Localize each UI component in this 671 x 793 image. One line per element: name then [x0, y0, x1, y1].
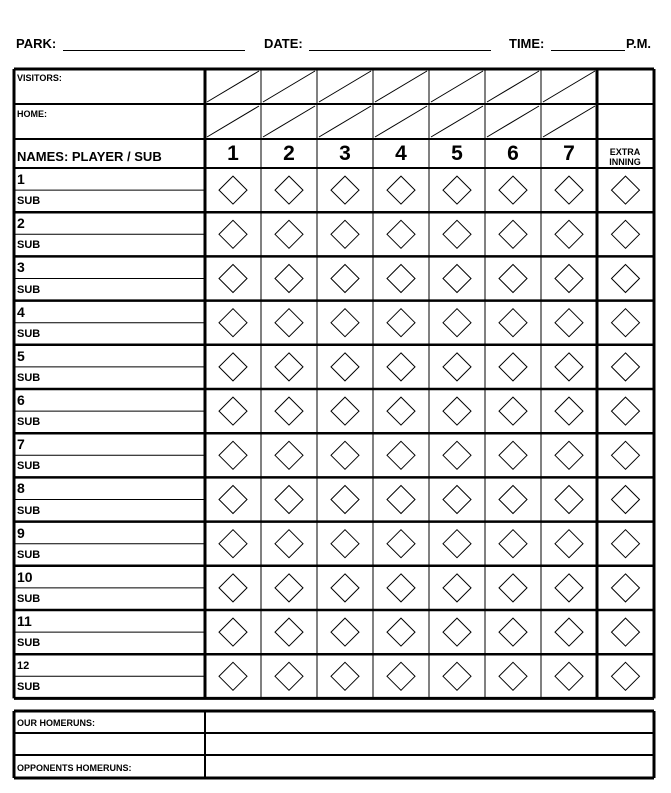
base-diamond[interactable] — [555, 397, 583, 425]
base-diamond[interactable] — [555, 176, 583, 204]
base-diamond[interactable] — [555, 530, 583, 558]
player-number[interactable]: 8 — [17, 480, 25, 497]
base-diamond[interactable] — [219, 353, 247, 381]
base-diamond[interactable] — [275, 265, 303, 293]
sub-label[interactable]: SUB — [17, 195, 41, 208]
base-diamond[interactable] — [555, 353, 583, 381]
base-diamond[interactable] — [612, 397, 640, 425]
park-label: PARK: — [16, 36, 57, 51]
base-diamond[interactable] — [555, 441, 583, 469]
inning-number-3: 3 — [339, 142, 351, 165]
score-box-diagonal — [487, 71, 539, 102]
base-diamond[interactable] — [387, 441, 415, 469]
base-diamond[interactable] — [219, 176, 247, 204]
base-diamond[interactable] — [275, 662, 303, 690]
base-diamond[interactable] — [387, 265, 415, 293]
base-diamond[interactable] — [219, 265, 247, 293]
base-diamond[interactable] — [443, 486, 471, 514]
base-diamond[interactable] — [387, 530, 415, 558]
sub-label[interactable]: SUB — [17, 592, 41, 605]
base-diamond[interactable] — [331, 530, 359, 558]
base-diamond[interactable] — [443, 662, 471, 690]
our-homeruns-label: OUR HOMERUNS: — [17, 718, 95, 728]
inning-number-5: 5 — [451, 142, 463, 165]
base-diamond[interactable] — [387, 309, 415, 337]
base-diamond[interactable] — [275, 441, 303, 469]
base-diamond[interactable] — [331, 574, 359, 602]
player-number[interactable]: 11 — [17, 613, 32, 629]
base-diamond[interactable] — [555, 662, 583, 690]
base-diamond[interactable] — [499, 309, 527, 337]
sub-label[interactable]: SUB — [17, 283, 41, 296]
extra-line-1: EXTRA — [609, 147, 641, 157]
player-number[interactable]: 2 — [17, 215, 25, 232]
base-diamond[interactable] — [275, 309, 303, 337]
score-box-diagonal — [431, 106, 483, 137]
sub-label[interactable]: SUB — [17, 371, 41, 384]
base-diamond[interactable] — [612, 574, 640, 602]
base-diamond[interactable] — [219, 486, 247, 514]
sub-label[interactable]: SUB — [17, 416, 41, 429]
inning-number-1: 1 — [227, 142, 239, 165]
base-diamond[interactable] — [275, 618, 303, 646]
base-diamond[interactable] — [275, 397, 303, 425]
base-diamond[interactable] — [219, 574, 247, 602]
base-diamond[interactable] — [499, 265, 527, 293]
base-diamond[interactable] — [387, 662, 415, 690]
extra-inning-label — [598, 147, 652, 167]
time-label: TIME: — [509, 36, 545, 51]
base-diamond[interactable] — [443, 574, 471, 602]
score-box-diagonal — [543, 106, 595, 137]
base-diamond[interactable] — [443, 441, 471, 469]
score-box-diagonal — [431, 71, 483, 102]
player-number[interactable]: 9 — [17, 524, 25, 541]
score-box-diagonal — [207, 106, 259, 137]
base-diamond[interactable] — [275, 353, 303, 381]
base-diamond[interactable] — [331, 220, 359, 248]
base-diamond[interactable] — [612, 441, 640, 469]
base-diamond[interactable] — [612, 265, 640, 293]
base-diamond[interactable] — [275, 574, 303, 602]
player-number[interactable]: 4 — [17, 303, 25, 320]
score-box-diagonal — [487, 106, 539, 137]
base-diamond[interactable] — [499, 530, 527, 558]
pm-label: P.M. — [626, 36, 652, 51]
opponents-homeruns-label: OPPONENTS HOMERUNS: — [17, 763, 132, 773]
base-diamond[interactable] — [443, 176, 471, 204]
score-box-diagonal — [375, 106, 427, 137]
base-diamond[interactable] — [219, 530, 247, 558]
base-diamond[interactable] — [331, 353, 359, 381]
home-label: HOME: — [17, 109, 47, 119]
base-diamond[interactable] — [387, 397, 415, 425]
base-diamond[interactable] — [612, 220, 640, 248]
score-box-diagonal — [375, 71, 427, 102]
base-diamond[interactable] — [387, 353, 415, 381]
base-diamond[interactable] — [555, 618, 583, 646]
base-diamond[interactable] — [387, 618, 415, 646]
sub-label[interactable]: SUB — [17, 504, 41, 517]
base-diamond[interactable] — [612, 530, 640, 558]
player-number[interactable]: 5 — [17, 347, 25, 364]
score-box-diagonal — [319, 71, 371, 102]
player-number[interactable]: 1 — [17, 171, 25, 187]
score-box-diagonal — [263, 106, 315, 137]
base-diamond[interactable] — [555, 574, 583, 602]
base-diamond[interactable] — [331, 309, 359, 337]
base-diamond[interactable] — [499, 441, 527, 469]
base-diamond[interactable] — [499, 220, 527, 248]
base-diamond[interactable] — [499, 662, 527, 690]
sub-label[interactable]: SUB — [17, 460, 41, 473]
sub-label[interactable]: SUB — [17, 637, 41, 650]
inning-number-6: 6 — [507, 142, 519, 165]
base-diamond[interactable] — [331, 618, 359, 646]
base-diamond[interactable] — [387, 176, 415, 204]
base-diamond[interactable] — [612, 662, 640, 690]
score-box-diagonal — [319, 106, 371, 137]
base-diamond[interactable] — [499, 353, 527, 381]
sub-label[interactable]: SUB — [17, 327, 41, 340]
base-diamond[interactable] — [612, 353, 640, 381]
base-diamond[interactable] — [443, 353, 471, 381]
base-diamond[interactable] — [443, 618, 471, 646]
base-diamond[interactable] — [499, 176, 527, 204]
inning-number-7: 7 — [563, 142, 575, 165]
score-box-diagonal — [263, 71, 315, 102]
date-label: DATE: — [264, 36, 303, 51]
base-diamond[interactable] — [555, 486, 583, 514]
base-diamond[interactable] — [387, 220, 415, 248]
base-diamond[interactable] — [612, 618, 640, 646]
base-diamond[interactable] — [331, 662, 359, 690]
base-diamond[interactable] — [499, 618, 527, 646]
extra-line-2: INNING — [609, 157, 641, 167]
player-number[interactable]: 6 — [17, 392, 25, 408]
names-header: NAMES: PLAYER / SUB — [17, 149, 162, 164]
base-diamond[interactable] — [443, 220, 471, 248]
base-diamond[interactable] — [555, 309, 583, 337]
base-diamond[interactable] — [275, 220, 303, 248]
base-diamond[interactable] — [331, 486, 359, 514]
base-diamond[interactable] — [499, 574, 527, 602]
base-diamond[interactable] — [219, 397, 247, 425]
base-diamond[interactable] — [612, 309, 640, 337]
base-diamond[interactable] — [275, 530, 303, 558]
base-diamond[interactable] — [387, 486, 415, 514]
inning-number-2: 2 — [283, 142, 295, 165]
base-diamond[interactable] — [219, 662, 247, 690]
base-diamond[interactable] — [331, 397, 359, 425]
score-box-diagonal — [207, 71, 259, 102]
base-diamond[interactable] — [275, 486, 303, 514]
base-diamond[interactable] — [219, 441, 247, 469]
sub-label[interactable]: SUB — [17, 239, 41, 252]
player-number[interactable]: 12 — [17, 660, 30, 673]
base-diamond[interactable] — [499, 397, 527, 425]
visitors-label: VISITORS: — [17, 73, 62, 83]
player-number[interactable]: 10 — [17, 568, 33, 585]
base-diamond[interactable] — [443, 397, 471, 425]
base-diamond[interactable] — [612, 176, 640, 204]
base-diamond[interactable] — [219, 220, 247, 248]
sub-label[interactable]: SUB — [17, 681, 41, 694]
base-diamond[interactable] — [219, 309, 247, 337]
base-diamond[interactable] — [443, 530, 471, 558]
inning-number-4: 4 — [395, 142, 407, 165]
score-box-diagonal — [543, 71, 595, 102]
base-diamond[interactable] — [555, 220, 583, 248]
base-diamond[interactable] — [387, 574, 415, 602]
base-diamond[interactable] — [555, 265, 583, 293]
base-diamond[interactable] — [219, 618, 247, 646]
player-number[interactable]: 3 — [17, 259, 25, 276]
base-diamond[interactable] — [331, 176, 359, 204]
base-diamond[interactable] — [275, 176, 303, 204]
player-number[interactable]: 7 — [17, 436, 25, 453]
base-diamond[interactable] — [331, 441, 359, 469]
sub-label[interactable]: SUB — [17, 548, 41, 561]
base-diamond[interactable] — [443, 309, 471, 337]
base-diamond[interactable] — [331, 265, 359, 293]
base-diamond[interactable] — [443, 265, 471, 293]
base-diamond[interactable] — [612, 486, 640, 514]
base-diamond[interactable] — [499, 486, 527, 514]
